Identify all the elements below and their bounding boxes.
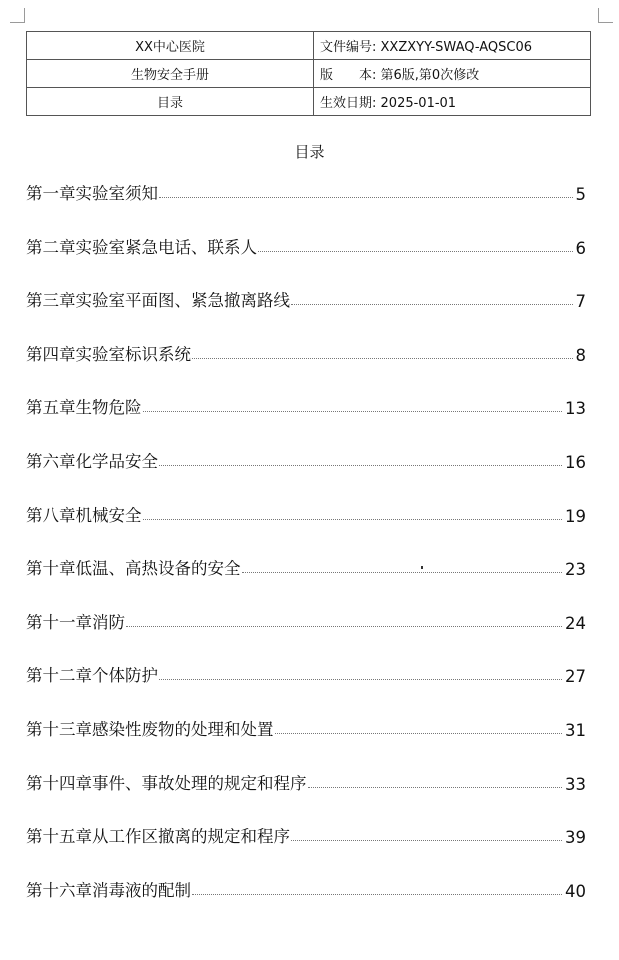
toc-entry-page-number: 24 [565, 613, 586, 633]
toc-dot-leader [159, 464, 562, 466]
toc-dot-leader [258, 250, 573, 252]
toc-dot-leader [143, 410, 563, 412]
version-value: 第6版,第0次修改 [380, 68, 480, 83]
toc-dot-leader [275, 732, 563, 734]
toc-entry[interactable] [26, 716, 586, 740]
toc-entry[interactable] [26, 448, 586, 472]
doc-number-value: XXZXYY-SWAQ-AQSC06 [380, 40, 533, 55]
doc-number-cell [314, 32, 591, 60]
toc-entry[interactable] [26, 234, 586, 258]
effective-date-cell [314, 88, 591, 116]
header-row [27, 60, 591, 88]
toc-entry[interactable] [26, 877, 586, 901]
toc-entry-title: 第八章机械安全 [26, 505, 142, 525]
toc-entry[interactable] [26, 502, 586, 526]
toc-entry-page-number: 27 [565, 667, 586, 687]
toc-entry-title: 第十一章消防 [26, 612, 125, 632]
toc-entry-page-number: 6 [575, 238, 586, 258]
stray-dot-mark [421, 566, 423, 569]
toc-entry-page-number: 7 [575, 292, 586, 312]
manual-name: 生物安全手册 [27, 60, 314, 88]
toc-dot-leader [291, 303, 573, 305]
toc-entry[interactable] [26, 823, 586, 847]
toc-entry-title: 第十四章事件、事故处理的规定和程序 [26, 773, 307, 793]
toc-entry[interactable] [26, 555, 586, 579]
toc-entry-title: 第二章实验室紧急电话、联系人 [26, 237, 257, 257]
toc-dot-leader [143, 518, 563, 520]
header-row [27, 32, 591, 60]
toc-dot-leader [291, 839, 562, 841]
toc-dot-leader [192, 893, 562, 895]
toc-entry-title: 第六章化学品安全 [26, 452, 158, 471]
toc-entry-page-number: 16 [565, 453, 586, 472]
toc-entry-page-number: 33 [565, 774, 586, 794]
toc-entry-page-number: 23 [565, 560, 586, 580]
toc-entry-page-number: 19 [565, 506, 586, 526]
header-row [27, 88, 591, 116]
toc-entry[interactable] [26, 609, 586, 633]
toc-entry-title: 第三章实验室平面图、紧急撤离路线 [26, 291, 290, 311]
toc-entry-page-number: 31 [565, 721, 586, 740]
toc-dot-leader [192, 357, 573, 359]
toc-entry-title: 第四章实验室标识系统 [26, 344, 191, 364]
toc-dot-leader [126, 625, 562, 627]
toc-entry[interactable] [26, 662, 586, 686]
toc-entry-page-number: 40 [565, 881, 586, 901]
toc-entry[interactable] [26, 287, 586, 311]
toc-title: 目录 [294, 143, 325, 161]
toc-entry-page-number: 5 [575, 185, 586, 204]
toc-entry[interactable] [26, 770, 586, 794]
effective-date-label: 生效日期: [320, 96, 377, 111]
document-header-table [26, 31, 591, 116]
section-name: 目录 [27, 88, 314, 116]
effective-date-value: 2025-01-01 [380, 96, 457, 111]
hospital-name: XX中心医院 [27, 32, 314, 60]
toc-entry-title: 第十二章个体防护 [26, 666, 158, 686]
toc-dot-leader [308, 786, 563, 788]
toc-entry[interactable] [26, 341, 586, 365]
toc-entry-title: 第十五章从工作区撤离的规定和程序 [26, 827, 290, 847]
toc-entry-title: 第五章生物危险 [26, 398, 142, 418]
toc-dot-leader [242, 571, 563, 573]
toc-dot-leader [159, 196, 573, 198]
toc-dot-leader [159, 678, 562, 680]
toc-entry-page-number: 8 [575, 345, 586, 365]
toc-entry-title: 第一章实验室须知 [26, 184, 158, 203]
toc-entry-title: 第十三章感染性废物的处理和处置 [26, 720, 274, 739]
version-cell [314, 60, 591, 88]
doc-number-label: 文件编号: [320, 40, 377, 55]
toc-entry-title: 第十六章消毒液的配制 [26, 880, 191, 900]
toc-entry[interactable] [26, 180, 586, 204]
toc-entry-title: 第十章低温、高热设备的安全 [26, 559, 241, 579]
toc-entry-page-number: 13 [565, 399, 586, 419]
toc-entry-page-number: 39 [565, 828, 586, 848]
toc-entry[interactable] [26, 394, 586, 418]
page-corner-mark-left [10, 8, 25, 23]
page-corner-mark-right [598, 8, 613, 23]
version-label: 版 本: [320, 68, 377, 83]
